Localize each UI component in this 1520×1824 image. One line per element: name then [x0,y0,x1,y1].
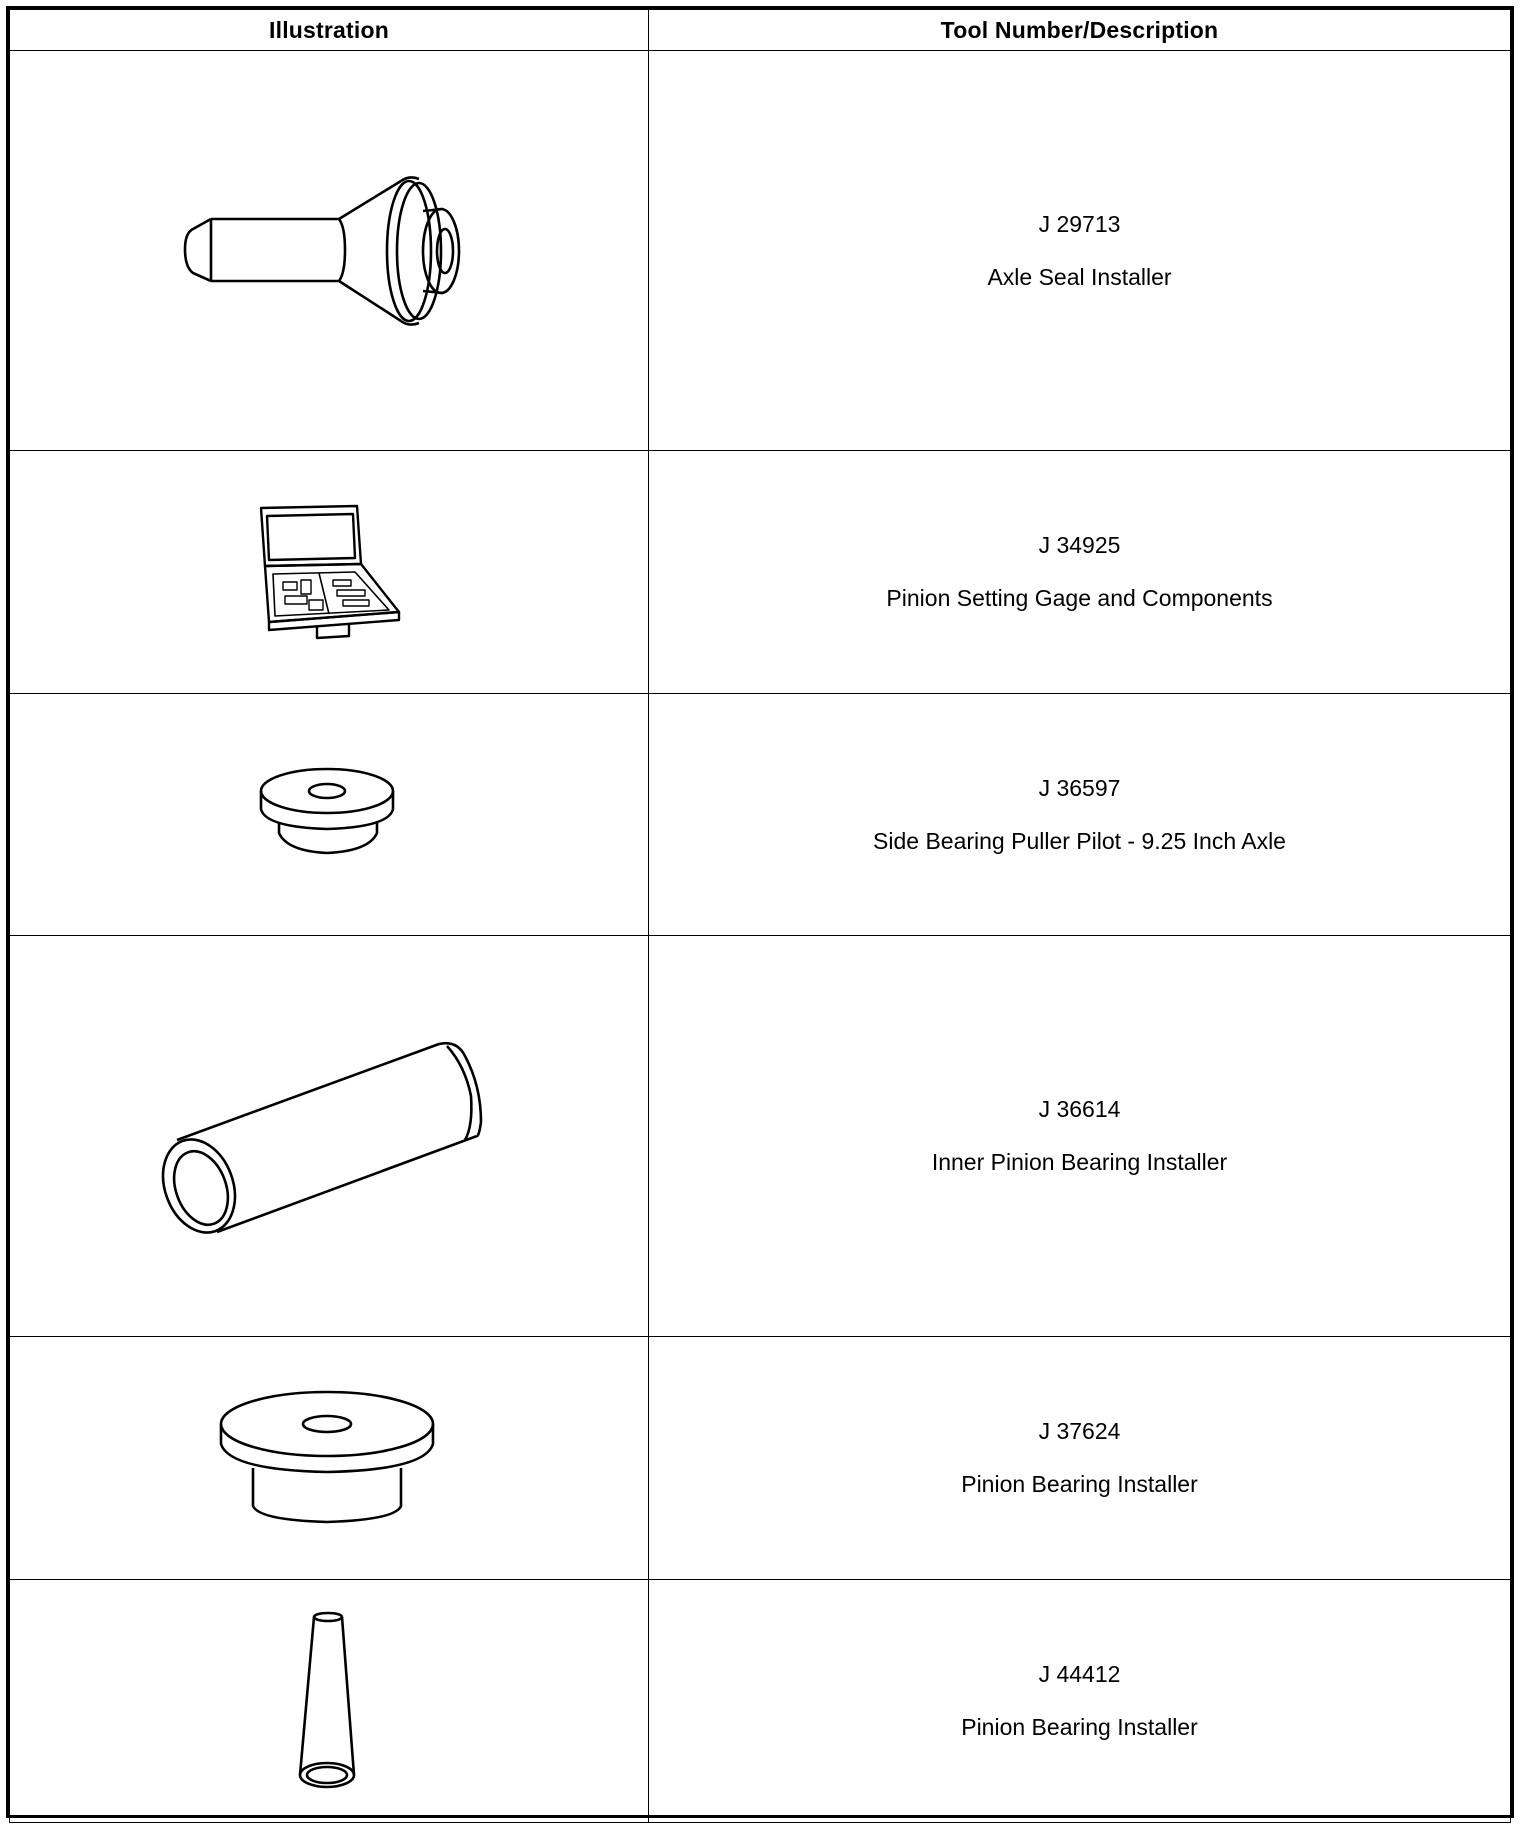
tool-number: J 44412 [1038,1661,1121,1687]
tool-description-cell [649,1580,1511,1823]
tool-description: Side Bearing Puller Pilot - 9.25 Inch Axle [873,827,1286,854]
header-tool-number-description: Tool Number/Description [649,10,1511,51]
illustration-cell [10,1580,649,1823]
tool-description-cell [649,51,1511,451]
illustration-cell [10,1337,649,1580]
illustration-cell [10,694,649,936]
tool-number: J 29713 [1038,210,1121,237]
tool-number: J 36597 [1038,774,1121,801]
special-tools-sheet [6,6,1514,1818]
tool-description-cell [649,1337,1511,1580]
illustration-cell [10,936,649,1337]
illustration-cell [10,51,649,451]
tool-description-cell [649,451,1511,694]
table-header-row [10,10,1511,51]
pinion-bearing-installer-icon [219,1388,439,1528]
tool-description: Axle Seal Installer [987,263,1172,290]
tool-description: Pinion Bearing Installer [961,1714,1198,1740]
tool-description: Pinion Bearing Installer [961,1471,1198,1497]
illustration-cell [10,451,649,694]
table-row [10,1337,1511,1580]
tool-description: Inner Pinion Bearing Installer [931,1149,1228,1175]
table-row [10,694,1511,936]
special-tools-table [9,9,1511,1823]
axle-seal-installer-icon [179,171,479,331]
tool-number: J 36614 [1038,1096,1121,1122]
table-row [10,451,1511,694]
side-bearing-puller-pilot-icon [259,765,399,865]
tool-number: J 37624 [1038,1418,1121,1444]
tool-description: Pinion Setting Gage and Components [886,585,1273,611]
table-row [10,1580,1511,1823]
inner-pinion-bearing-installer-icon [159,1036,499,1236]
table-row [10,936,1511,1337]
tool-description-cell [649,936,1511,1337]
table-row [10,51,1511,451]
tool-number: J 34925 [1038,532,1121,558]
pinion-setting-gage-case-icon [249,502,409,642]
pinion-bearing-installer-tube-icon [294,1611,364,1791]
tool-description-cell [649,694,1511,936]
header-illustration: Illustration [10,10,649,51]
